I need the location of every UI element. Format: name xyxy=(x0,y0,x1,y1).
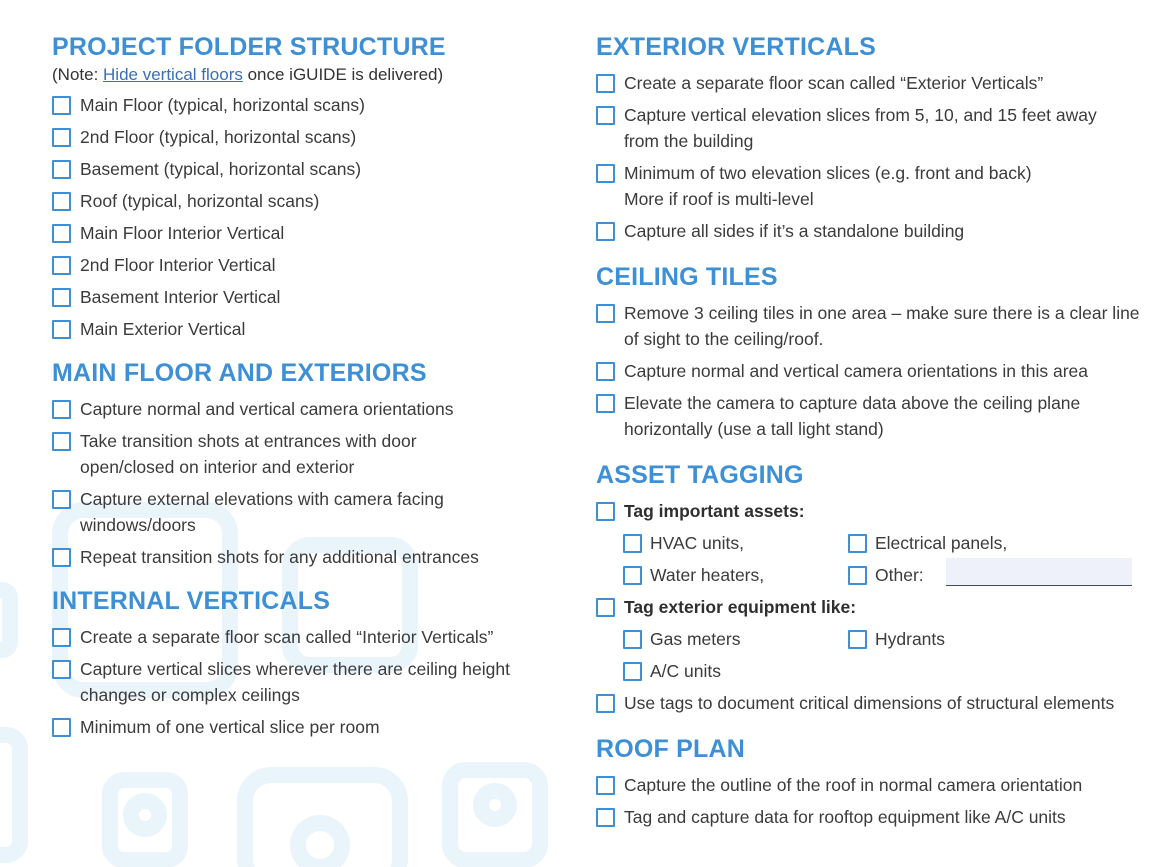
checkbox[interactable] xyxy=(848,566,867,585)
sub-checklist-item: Water heaters, xyxy=(623,562,764,588)
sub-row xyxy=(596,562,1156,588)
checklist xyxy=(52,92,572,342)
section-title: EXTERIOR VERTICALS xyxy=(596,33,877,61)
checkbox[interactable] xyxy=(596,106,615,125)
checklist-item: Take transition shots at entrances with door open/closed on interior and exterior xyxy=(52,428,450,480)
checkbox[interactable] xyxy=(52,160,71,179)
sub-checklist-item: Other: xyxy=(848,562,924,588)
checkbox[interactable] xyxy=(52,224,71,243)
checkbox[interactable] xyxy=(596,808,615,827)
checkbox[interactable] xyxy=(52,320,71,339)
checkbox[interactable] xyxy=(52,288,71,307)
checklist-item: Tag important assets: xyxy=(596,498,1156,524)
sub-row xyxy=(596,658,1156,684)
checkbox[interactable] xyxy=(52,192,71,211)
checkbox[interactable] xyxy=(596,164,615,183)
checkbox[interactable] xyxy=(848,630,867,649)
checkbox[interactable] xyxy=(596,598,615,617)
checkbox[interactable] xyxy=(623,534,642,553)
checkbox[interactable] xyxy=(596,74,615,93)
checklist-item: Tag exterior equipment like: xyxy=(596,594,1156,620)
checkbox[interactable] xyxy=(848,534,867,553)
checklist-item: 2nd Floor (typical, horizontal scans) xyxy=(52,124,572,150)
section-title: PROJECT FOLDER STRUCTURE xyxy=(52,33,446,61)
checklist xyxy=(52,624,542,740)
checkbox[interactable] xyxy=(596,502,615,521)
checklist-item: Capture normal and vertical camera orientations xyxy=(52,396,522,422)
checkbox[interactable] xyxy=(623,630,642,649)
checklist xyxy=(596,772,1156,830)
checkbox[interactable] xyxy=(596,694,615,713)
checklist-item: 2nd Floor Interior Vertical xyxy=(52,252,572,278)
checkbox[interactable] xyxy=(52,660,71,679)
sub-checklist-item: HVAC units, xyxy=(623,530,744,556)
section-main-floor-and-exteriors xyxy=(52,356,572,570)
other-input-field[interactable] xyxy=(946,558,1132,586)
section-title: ROOF PLAN xyxy=(596,735,746,763)
sub-row xyxy=(596,530,1156,556)
checkbox[interactable] xyxy=(52,400,71,419)
checkbox[interactable] xyxy=(52,128,71,147)
camera-outline-icon xyxy=(110,780,180,860)
checklist xyxy=(596,300,1141,442)
checklist-item: Use tags to document critical dimensions of structural elements xyxy=(596,690,1156,716)
section-title: MAIN FLOOR AND EXTERIORS xyxy=(52,359,427,387)
checkbox[interactable] xyxy=(52,432,71,451)
checkbox[interactable] xyxy=(52,548,71,567)
checkbox[interactable] xyxy=(596,304,615,323)
checklist-item: Capture all sides if it’s a standalone building xyxy=(596,218,1136,244)
checkbox[interactable] xyxy=(52,96,71,115)
checkbox[interactable] xyxy=(623,566,642,585)
note: (Note: Hide vertical floors once iGUIDE is delivered) xyxy=(52,65,444,84)
checklist xyxy=(52,396,522,570)
checkbox[interactable] xyxy=(596,362,615,381)
sub-checklist-item: Electrical panels, xyxy=(848,530,1007,556)
checklist-item: Basement (typical, horizontal scans) xyxy=(52,156,572,182)
section-ceiling-tiles xyxy=(596,260,1156,442)
section-asset-tagging xyxy=(596,458,1156,716)
checklist-item: Basement Interior Vertical xyxy=(52,284,572,310)
checklist xyxy=(596,498,1156,524)
checklist-item: Create a separate floor scan called “Interior Verticals” xyxy=(52,624,542,650)
hide-vertical-floors-link[interactable]: Hide vertical floors xyxy=(103,65,243,84)
checklist-item: Capture vertical slices wherever there are ceiling height changes or complex ceilings xyxy=(52,656,542,708)
checklist-item: Capture vertical elevation slices from 5, 10, and 15 feet away from the building xyxy=(596,102,1136,154)
section-internal-verticals xyxy=(52,584,572,740)
checkbox[interactable] xyxy=(596,222,615,241)
checklist xyxy=(596,690,1156,716)
checkbox[interactable] xyxy=(52,718,71,737)
checklist-item: Elevate the camera to capture data above the ceiling plane horizontally (use a tall light stand) xyxy=(596,390,1141,442)
section-exterior-verticals xyxy=(596,30,1156,244)
checklist-item: Roof (typical, horizontal scans) xyxy=(52,188,572,214)
checklist xyxy=(596,594,1156,620)
checkbox[interactable] xyxy=(52,256,71,275)
checklist-item: Create a separate floor scan called “Exterior Verticals” xyxy=(596,70,1136,96)
checkbox[interactable] xyxy=(596,394,615,413)
checklist xyxy=(596,70,1136,244)
checklist-item: Capture normal and vertical camera orientations in this area xyxy=(596,358,1141,384)
sub-checklist-item: Hydrants xyxy=(848,626,945,652)
section-title: INTERNAL VERTICALS xyxy=(52,587,331,615)
checkbox[interactable] xyxy=(623,662,642,681)
checklist-item: Capture external elevations with camera facing windows/doors xyxy=(52,486,500,538)
sub-checklist-item: A/C units xyxy=(623,658,721,684)
checklist-item: Remove 3 ceiling tiles in one area – make sure there is a clear line of sight to the ceiling/roof. xyxy=(596,300,1141,352)
checklist-item: Main Floor (typical, horizontal scans) xyxy=(52,92,572,118)
sub-row xyxy=(596,626,1156,652)
checklist-item: Minimum of two elevation slices (e.g. front and back) More if roof is multi-level xyxy=(596,160,1136,212)
checklist-item: Main Exterior Vertical xyxy=(52,316,572,342)
sub-checklist-item: Gas meters xyxy=(623,626,740,652)
checkbox[interactable] xyxy=(52,628,71,647)
section-project-folder-structure xyxy=(52,30,572,342)
checklist-item: Minimum of one vertical slice per room xyxy=(52,714,542,740)
checklist-item: Repeat transition shots for any additional entrances xyxy=(52,544,560,570)
checkbox[interactable] xyxy=(596,776,615,795)
checkbox[interactable] xyxy=(52,490,71,509)
left-column xyxy=(52,30,572,746)
checklist-item: Capture the outline of the roof in normal camera orientation xyxy=(596,772,1156,798)
section-title: ASSET TAGGING xyxy=(596,461,804,489)
right-column xyxy=(596,30,1156,836)
checklist-item: Main Floor Interior Vertical xyxy=(52,220,572,246)
checklist-item: Tag and capture data for rooftop equipment like A/C units xyxy=(596,804,1156,830)
camera-outline-icon xyxy=(0,735,20,855)
section-roof-plan xyxy=(596,732,1156,830)
section-title: CEILING TILES xyxy=(596,263,778,291)
